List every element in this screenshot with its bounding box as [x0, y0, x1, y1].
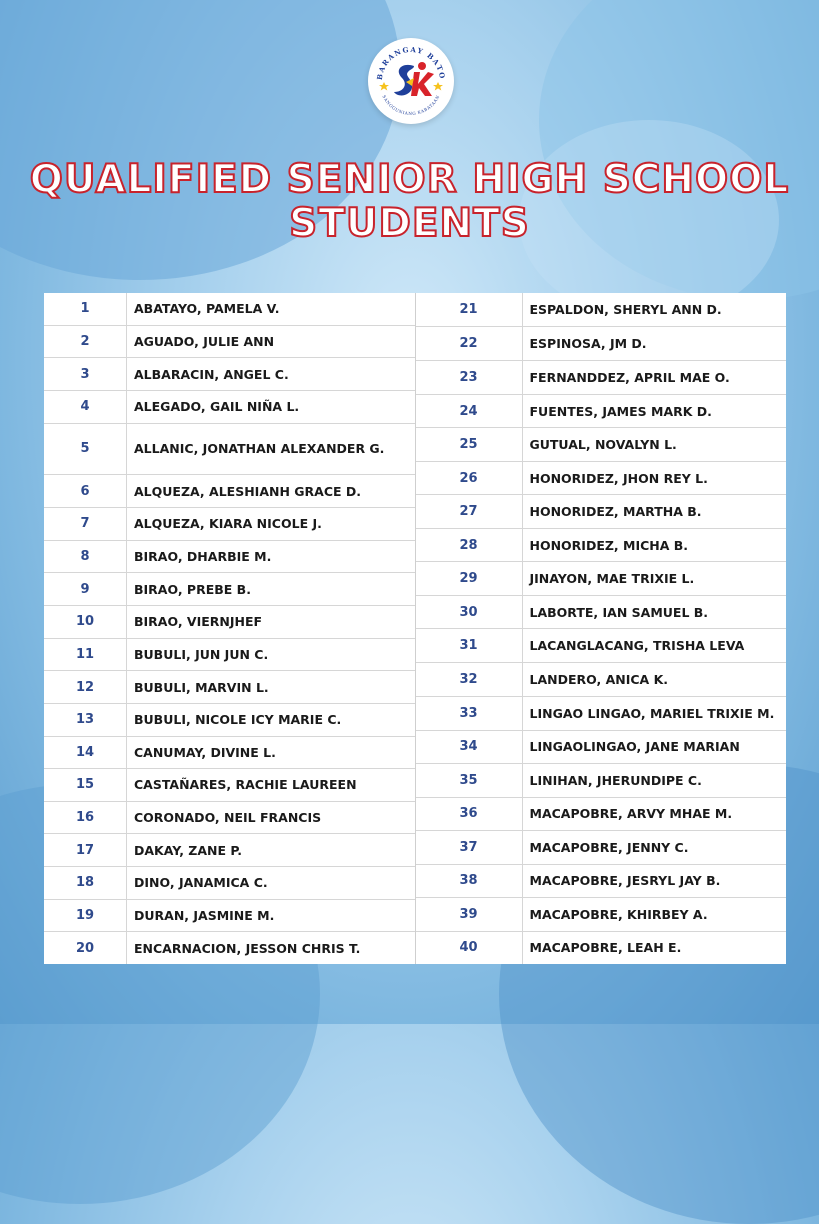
table-row [44, 391, 415, 424]
row-number: 23 [416, 361, 523, 394]
student-name: MACAPOBRE, ARVY MHAE M. [529, 806, 733, 822]
table-row [44, 573, 415, 606]
row-number: 13 [44, 704, 127, 736]
student-name: BUBULI, MARVIN L. [134, 679, 269, 695]
row-number: 6 [44, 475, 127, 507]
row-number: 20 [44, 932, 127, 964]
row-number: 30 [416, 596, 523, 628]
student-name: BUBULI, JUN JUN C. [134, 646, 269, 662]
student-name: BIRAO, VIERNJHEF [134, 614, 263, 630]
table-row [416, 932, 787, 964]
row-number: 38 [416, 865, 523, 897]
students-column-right [416, 293, 787, 964]
student-name: ENCARNACION, JESSON CHRIS T. [134, 940, 361, 956]
student-name: HONORIDEZ, MARTHA B. [529, 504, 702, 520]
student-name: LABORTE, IAN SAMUEL B. [529, 604, 709, 620]
row-number: 9 [44, 573, 127, 605]
row-number: 28 [416, 529, 523, 561]
logo-top-text: BARANGAY BATO [374, 44, 448, 81]
row-number: 31 [416, 629, 523, 662]
table-row [44, 867, 415, 900]
table-row [416, 395, 787, 428]
row-number: 33 [416, 697, 523, 730]
student-name: LINGAOLINGAO, JANE MARIAN [529, 739, 740, 755]
student-name: ALQUEZA, KIARA NICOLE J. [134, 516, 322, 532]
student-name: BUBULI, NICOLE ICY MARIE C. [134, 712, 342, 728]
table-row [44, 475, 415, 508]
student-name: BIRAO, DHARBIE M. [134, 548, 272, 564]
row-number: 11 [44, 639, 127, 671]
table-row [416, 629, 787, 663]
table-row [416, 293, 787, 327]
student-name: DAKAY, ZANE P. [134, 842, 243, 858]
sk-logo-icon [368, 38, 454, 124]
row-number: 37 [416, 831, 523, 864]
svg-text:SANGGUNIANG KABATAAN [381, 94, 440, 116]
table-row [416, 865, 787, 898]
student-name: LANDERO, ANICA K. [529, 672, 669, 687]
table-row [44, 541, 415, 574]
student-name: CORONADO, NEIL FRANCIS [134, 810, 322, 826]
student-name: LINIHAN, JHERUNDIPE C. [529, 772, 702, 788]
student-name: DURAN, JASMINE M. [134, 908, 275, 924]
student-name: FUENTES, JAMES MARK D. [529, 403, 712, 419]
row-number: 17 [44, 834, 127, 866]
student-name: ABATAYO, PAMELA V. [134, 301, 280, 317]
student-name: ALEGADO, GAIL NIÑA L. [134, 399, 300, 415]
row-number: 2 [44, 326, 127, 358]
student-name: ESPALDON, SHERYL ANN D. [529, 302, 722, 318]
student-name: AGUADO, JULIE ANN [134, 333, 275, 349]
row-number: 5 [44, 424, 127, 475]
table-row [416, 428, 787, 462]
row-number: 39 [416, 898, 523, 931]
table-row [416, 529, 787, 562]
student-name: LACANGLACANG, TRISHA LEVA [529, 638, 745, 654]
table-row [44, 737, 415, 770]
row-number: 32 [416, 663, 523, 695]
table-row [416, 663, 787, 696]
row-number: 7 [44, 508, 127, 540]
table-row [44, 424, 415, 476]
row-number: 24 [416, 395, 523, 427]
student-name: MACAPOBRE, LEAH E. [529, 940, 682, 956]
table-row [44, 671, 415, 704]
row-number: 18 [44, 867, 127, 899]
title-line-2: STUDENTS [289, 201, 530, 246]
row-number: 26 [416, 462, 523, 494]
row-number: 12 [44, 671, 127, 703]
student-name: HONORIDEZ, JHON REY L. [529, 470, 708, 486]
table-row [44, 932, 415, 964]
table-row [44, 358, 415, 391]
student-name: MACAPOBRE, KHIRBEY A. [529, 906, 708, 922]
table-row [44, 606, 415, 639]
student-name: BIRAO, PREBE B. [134, 581, 251, 597]
row-number: 34 [416, 731, 523, 763]
row-number: 35 [416, 764, 523, 797]
student-name: JINAYON, MAE TRIXIE L. [529, 571, 695, 587]
title-line-1: QUALIFIED SENIOR HIGH SCHOOL [29, 157, 790, 202]
row-number: 15 [44, 769, 127, 801]
row-number: 25 [416, 428, 523, 461]
table-row [44, 326, 415, 359]
student-name: CASTAÑARES, RACHIE LAUREEN [134, 777, 357, 793]
row-number: 29 [416, 562, 523, 595]
student-name: GUTUAL, NOVALYN L. [529, 437, 677, 453]
table-row [44, 293, 415, 326]
row-number: 22 [416, 327, 523, 360]
table-row [416, 798, 787, 831]
table-row [44, 704, 415, 737]
student-name: CANUMAY, DIVINE L. [134, 744, 276, 760]
row-number: 3 [44, 358, 127, 390]
row-number: 21 [416, 293, 523, 326]
table-row [416, 361, 787, 395]
row-number: 4 [44, 391, 127, 423]
table-row [416, 562, 787, 596]
page-title [0, 158, 819, 246]
student-name: HONORIDEZ, MICHA B. [529, 537, 689, 553]
student-name: ALLANIC, JONATHAN ALEXANDER G. [134, 441, 385, 457]
row-number: 16 [44, 802, 127, 834]
logo-bottom-text: SANGGUNIANG KABATAAN [381, 94, 441, 117]
row-number: 14 [44, 737, 127, 769]
row-number: 36 [416, 798, 523, 830]
table-row [44, 769, 415, 802]
row-number: 19 [44, 900, 127, 932]
table-row [44, 900, 415, 933]
table-row [416, 831, 787, 865]
table-row [416, 697, 787, 731]
student-name: ALQUEZA, ALESHIANH GRACE D. [134, 483, 362, 499]
svg-text:BARANGAY BATO [375, 45, 447, 81]
table-row [416, 495, 787, 529]
table-row [416, 462, 787, 495]
row-number: 10 [44, 606, 127, 638]
students-column-left [44, 293, 416, 964]
students-table [44, 293, 786, 964]
table-row [416, 764, 787, 798]
student-name: MACAPOBRE, JESRYL JAY B. [529, 873, 721, 889]
table-row [416, 898, 787, 932]
student-name: ESPINOSA, JM D. [529, 336, 647, 352]
row-number: 40 [416, 932, 523, 964]
student-name: DINO, JANAMICA C. [134, 875, 268, 891]
table-row [44, 802, 415, 835]
row-number: 8 [44, 541, 127, 573]
student-name: FERNANDDEZ, APRIL MAE O. [529, 370, 730, 386]
table-row [416, 731, 787, 764]
student-name: ALBARACIN, ANGEL C. [134, 366, 289, 382]
student-name: LINGAO LINGAO, MARIEL TRIXIE M. [529, 705, 775, 721]
table-row [44, 508, 415, 541]
table-row [416, 596, 787, 629]
table-row [44, 834, 415, 867]
barangay-sk-logo [368, 38, 454, 124]
student-name: MACAPOBRE, JENNY C. [529, 839, 689, 855]
table-row [416, 327, 787, 361]
table-row [44, 639, 415, 672]
row-number: 27 [416, 495, 523, 528]
row-number: 1 [44, 293, 127, 325]
